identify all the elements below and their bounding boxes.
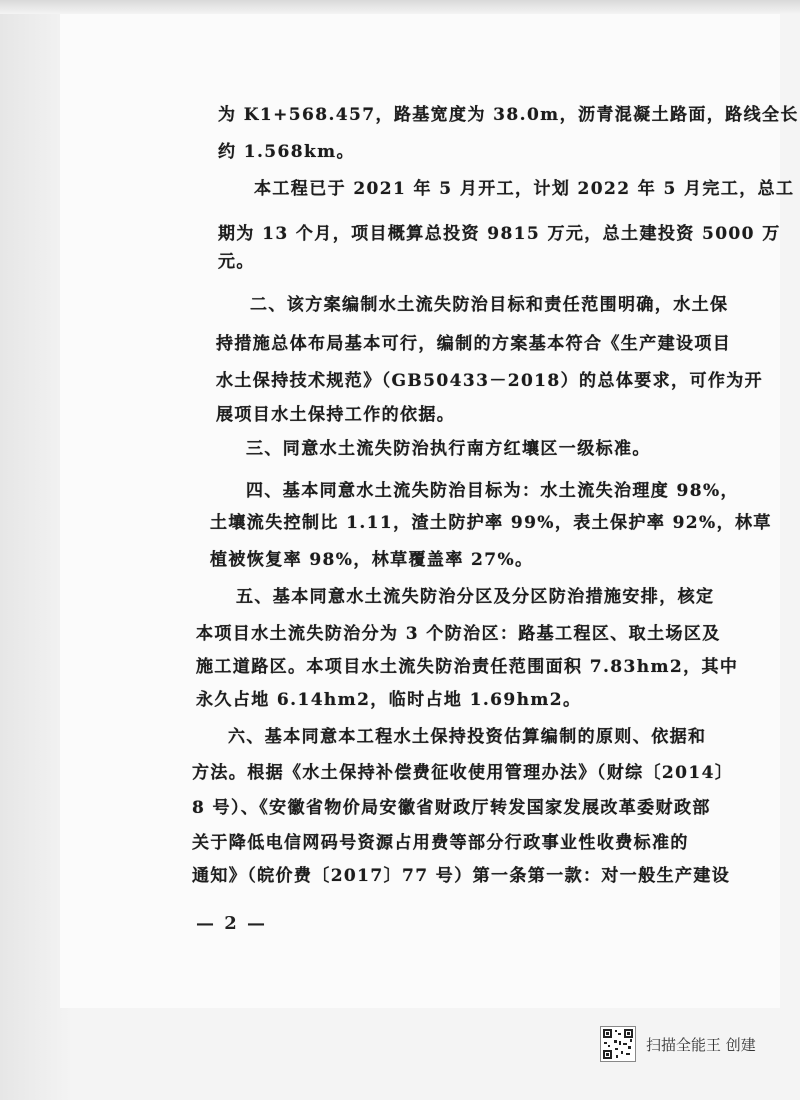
- text-line: 8 号）、《安徽省物价局安徽省财政厅转发国家发展改革委财政部: [192, 798, 711, 818]
- page-number: — 2 —: [196, 913, 268, 934]
- text-line: 方法。根据《水土保持补偿费征收使用管理办法》（财综〔2014〕: [192, 763, 734, 783]
- scanner-watermark: [600, 1026, 756, 1062]
- text-line: 持措施总体布局基本可行，编制的方案基本符合《生产建设项目: [216, 334, 732, 354]
- qr-code-icon: [600, 1026, 636, 1062]
- text-line: 为 K1+568.457，路基宽度为 38.0m，沥青混凝土路面，路线全长: [218, 105, 799, 125]
- text-line: 期为 13 个月，项目概算总投资 9815 万元，总土建投资 5000 万: [218, 224, 781, 244]
- text-line: 约 1.568km。: [218, 142, 355, 162]
- text-line: 关于降低电信网码号资源占用费等部分行政事业性收费标准的: [192, 833, 689, 853]
- text-line: 元。: [218, 252, 255, 272]
- text-line: 二、该方案编制水土流失防治目标和责任范围明确，水土保: [250, 295, 729, 315]
- text-line: 本项目水土流失防治分为 3 个防治区：路基工程区、取土场区及: [196, 624, 721, 644]
- text-line: 施工道路区。本项目水土流失防治责任范围面积 7.83hm2，其中: [196, 657, 739, 677]
- text-line: 展项目水土保持工作的依据。: [216, 405, 456, 425]
- watermark-text: 扫描全能王 创建: [646, 1035, 756, 1054]
- scan-top-edge: [0, 0, 800, 14]
- text-line: 本工程已于 2021 年 5 月开工，计划 2022 年 5 月完工，总工: [254, 179, 795, 199]
- text-line: 六、基本同意本工程水土保持投资估算编制的原则、依据和: [228, 727, 707, 747]
- text-line: 三、同意水土流失防治执行南方红壤区一级标准。: [246, 439, 651, 459]
- text-line: 四、基本同意水土流失防治目标为：水土流失治理度 98%，: [246, 481, 739, 501]
- text-line: 通知》（皖价费〔2017〕77 号）第一条第一款：对一般生产建设: [192, 866, 731, 886]
- text-line: 五、基本同意水土流失防治分区及分区防治措施安排，核定: [236, 587, 715, 607]
- text-line: 水土保持技术规范》（GB50433－2018）的总体要求，可作为开: [216, 371, 764, 391]
- text-line: 植被恢复率 98%，林草覆盖率 27%。: [210, 550, 534, 570]
- text-line: 土壤流失控制比 1.11，渣土防护率 99%，表土保护率 92%，林草: [210, 513, 772, 533]
- text-line: 永久占地 6.14hm2，临时占地 1.69hm2。: [196, 690, 582, 710]
